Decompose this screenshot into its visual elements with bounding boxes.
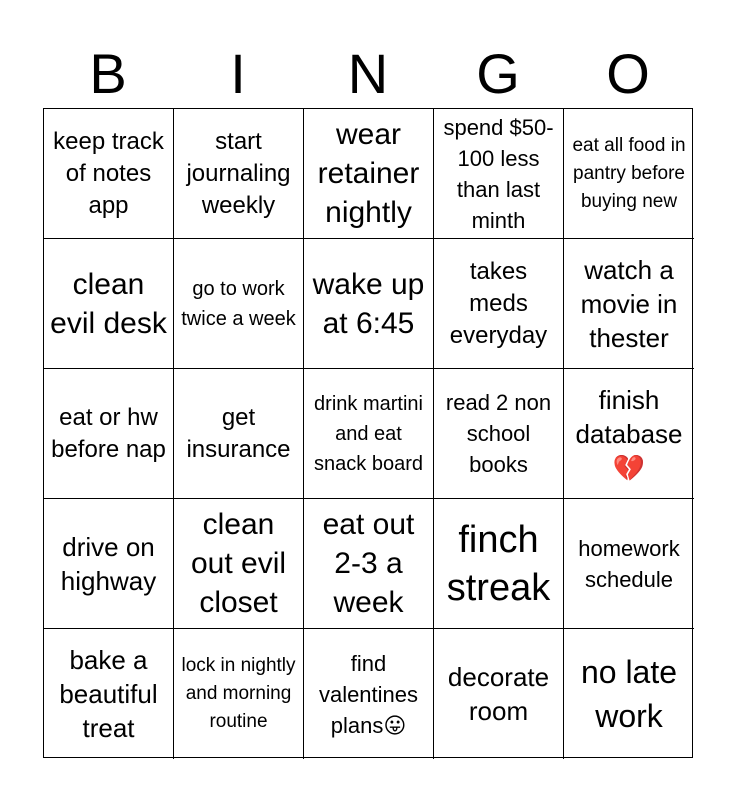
cell-label: decorate room	[447, 662, 550, 726]
cell-label: keep track of notes app	[53, 127, 164, 219]
bingo-cell-4-3[interactable]	[304, 499, 434, 629]
bingo-cell-1-4[interactable]	[434, 109, 564, 239]
cell-label: lock in nightly and morning routine	[181, 655, 296, 732]
cell-label: finch streak	[446, 518, 551, 609]
bingo-cell-3-2[interactable]	[174, 369, 304, 499]
bingo-cell-5-5[interactable]	[564, 629, 694, 759]
bingo-cell-5-2[interactable]	[174, 629, 304, 759]
header-letter-i: I	[230, 42, 246, 105]
bingo-cell-5-1[interactable]	[44, 629, 174, 759]
bingo-cell-2-4[interactable]	[434, 239, 564, 369]
bingo-cell-1-1[interactable]	[44, 109, 174, 239]
cell-label: read 2 non school books	[445, 390, 552, 477]
cell-label: wear retainer nightly	[317, 118, 420, 229]
bingo-cell-2-5[interactable]	[564, 239, 694, 369]
cell-label: clean out evil closet	[190, 508, 287, 619]
bingo-cell-5-4[interactable]	[434, 629, 564, 759]
bingo-cell-4-5[interactable]	[564, 499, 694, 629]
cell-label: takes meds everyday	[449, 257, 548, 349]
cell-label: eat or hw before nap	[51, 403, 166, 463]
bingo-grid	[43, 108, 693, 758]
cell-label: bake a beautiful treat	[59, 645, 158, 743]
cell-label: eat out 2-3 a week	[322, 508, 415, 619]
cell-label: go to work twice a week	[181, 277, 296, 330]
header-letter-n: N	[347, 42, 389, 105]
bingo-cell-4-4[interactable]	[434, 499, 564, 629]
cell-label: eat all food in pantry before buying new	[572, 134, 686, 212]
cell-label: drink martini and eat snack board	[314, 392, 423, 475]
header-letter-g: G	[476, 42, 520, 105]
bingo-header	[43, 40, 693, 108]
bingo-cell-2-1[interactable]	[44, 239, 174, 369]
bingo-cell-1-5[interactable]	[564, 109, 694, 239]
cell-label: wake up at 6:45	[312, 267, 425, 340]
bingo-cell-2-3[interactable]	[304, 239, 434, 369]
bingo-cell-2-2[interactable]	[174, 239, 304, 369]
cell-label: finish database 💔	[575, 384, 683, 483]
bingo-cell-3-3[interactable]	[304, 369, 434, 499]
bingo-cell-5-3[interactable]	[304, 629, 434, 759]
cell-label: drive on highway	[60, 531, 157, 596]
bingo-cell-1-2[interactable]	[174, 109, 304, 239]
cell-label: homework schedule	[578, 535, 680, 592]
cell-label: spend $50-100 less than last minth	[443, 114, 554, 233]
header-letter-o: O	[606, 42, 650, 105]
header-letter-b: B	[89, 42, 127, 105]
cell-label: no late work	[580, 654, 678, 734]
cell-label: get insurance	[186, 403, 291, 463]
cell-label: clean evil desk	[50, 267, 167, 340]
bingo-cell-3-5[interactable]	[564, 369, 694, 499]
bingo-cell-3-4[interactable]	[434, 369, 564, 499]
bingo-cell-4-2[interactable]	[174, 499, 304, 629]
cell-label: find valentines plans😛	[318, 650, 419, 738]
cell-label: start journaling weekly	[186, 127, 291, 219]
bingo-cell-3-1[interactable]	[44, 369, 174, 499]
cell-label: watch a movie in thester	[580, 254, 678, 353]
bingo-cell-4-1[interactable]	[44, 499, 174, 629]
bingo-cell-1-3[interactable]	[304, 109, 434, 239]
